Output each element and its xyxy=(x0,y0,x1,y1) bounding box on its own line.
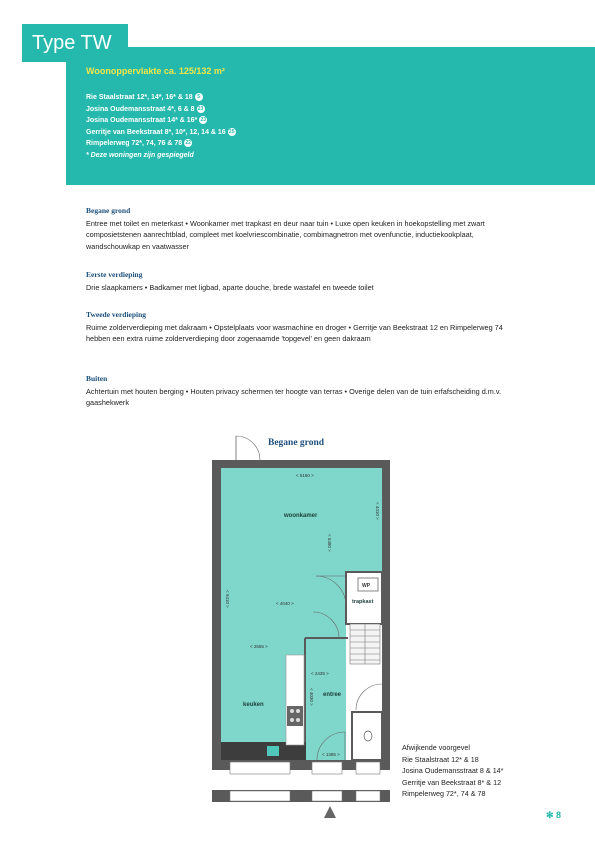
map-badge: 22 xyxy=(185,140,191,147)
legend-line: Rie Staalstraat 12* & 18 xyxy=(402,754,479,764)
dim-center-h: < 4040 > xyxy=(276,601,294,606)
dim-kitchen: < 2655 > xyxy=(250,644,268,649)
legend-line: Afwijkende voorgevel xyxy=(402,743,470,752)
dim-center-v: < 5480 > xyxy=(327,534,332,552)
mirrored-note: * Deze woningen zijn gespiegeld xyxy=(86,151,194,159)
dim-entree-v: < 4030 > xyxy=(309,688,314,706)
label-woonkamer: woonkamer xyxy=(284,513,318,519)
living-area: Woonoppervlakte ca. 125/132 m² xyxy=(86,66,225,76)
dim-left-v: < 9410 > xyxy=(225,590,230,608)
section-title: Tweede verdieping xyxy=(86,310,147,319)
label-keuken: keuken xyxy=(243,702,264,708)
section-title: Begane grond xyxy=(86,206,131,215)
address-item: Josina Oudemansstraat 14* & 16* 23 xyxy=(86,117,207,124)
staircase xyxy=(350,624,380,664)
section-body: Ruime zolderverdieping met dakraam • Opstelplaats voor wasmachine en droger • Gerritje van Beekstraat 12 en Rimpelerweg 74 hebben een extra ruime zolderverdieping door zogenaamde 'topgevel' en geen dakraam xyxy=(86,323,503,344)
section-body: Achtertuin met houten berging • Houten privacy schermen ter hoogte van terras • Overige delen van de tuin erfafscheiding d.m.v. gaashekwerk xyxy=(86,387,502,408)
toilet-icon xyxy=(364,731,372,741)
section-title: Eerste verdieping xyxy=(86,270,143,279)
dim-entree-h: < 2435 > xyxy=(311,671,329,676)
address-item: Josina Oudemansstraat 4*, 6 & 8 23 xyxy=(86,105,204,113)
flower-icon: ✻ xyxy=(546,810,557,820)
map-badge: 23 xyxy=(197,105,204,112)
address-item: Rie Staalstraat 12*, 14*, 16* & 18 5 xyxy=(86,92,236,104)
label-trapkast: trapkast xyxy=(352,599,374,605)
label-wc: WP xyxy=(362,583,371,589)
address-item: Gerritje van Beekstraat 8*, 10*, 12, 14 & 16 25 xyxy=(86,128,235,136)
dim-bottom: < 1385 > xyxy=(322,752,340,757)
sink-icon xyxy=(267,746,279,756)
legend-line: Josina Oudemansstraat 8 & 14* xyxy=(402,766,504,775)
front-window xyxy=(230,762,290,774)
legend-line: Gerritje van Beekstraat 8* & 12 xyxy=(402,777,502,787)
floorplan-title: Begane grond xyxy=(268,438,325,448)
map-badge: 23 xyxy=(200,117,207,124)
dim-right: < 4410 > xyxy=(375,502,380,520)
dim-top: < 5160 > xyxy=(296,473,314,478)
map-badge: 25 xyxy=(228,128,235,135)
map-badge: 5 xyxy=(195,93,203,101)
front-window xyxy=(356,762,380,774)
facade-legend xyxy=(402,742,503,800)
type-label: Type TW xyxy=(22,24,128,62)
label-entree: entree xyxy=(323,692,342,698)
kitchen-cabinet xyxy=(286,655,304,745)
front-door xyxy=(312,762,342,774)
entrance-arrow-icon xyxy=(324,806,336,818)
section-title: Buiten xyxy=(86,374,108,383)
section-body: Entree met toilet en meterkast • Woonkamer met trapkast en deur naar tuin • Luxe open keuken in hoekopstelling met zwart composietstenen aanrechtblad, compleet met koelvriescombinatie, combimagnetron met ovenfunctie, inductiekookplaat, wandschouwkap en vaatwasser xyxy=(86,219,485,251)
cooktop xyxy=(287,706,303,726)
garden-door xyxy=(236,436,260,460)
section-body: Drie slaapkamers • Badkamer met ligbad, aparte douche, brede wastafel en tweede toilet xyxy=(86,283,374,292)
address-item: Rimpelerweg 72*, 74, 76 & 78 22 xyxy=(86,140,191,147)
page-number: ✻ 8 xyxy=(546,810,562,820)
legend-line: Rimpelerweg 72*, 74 & 78 xyxy=(402,789,486,798)
